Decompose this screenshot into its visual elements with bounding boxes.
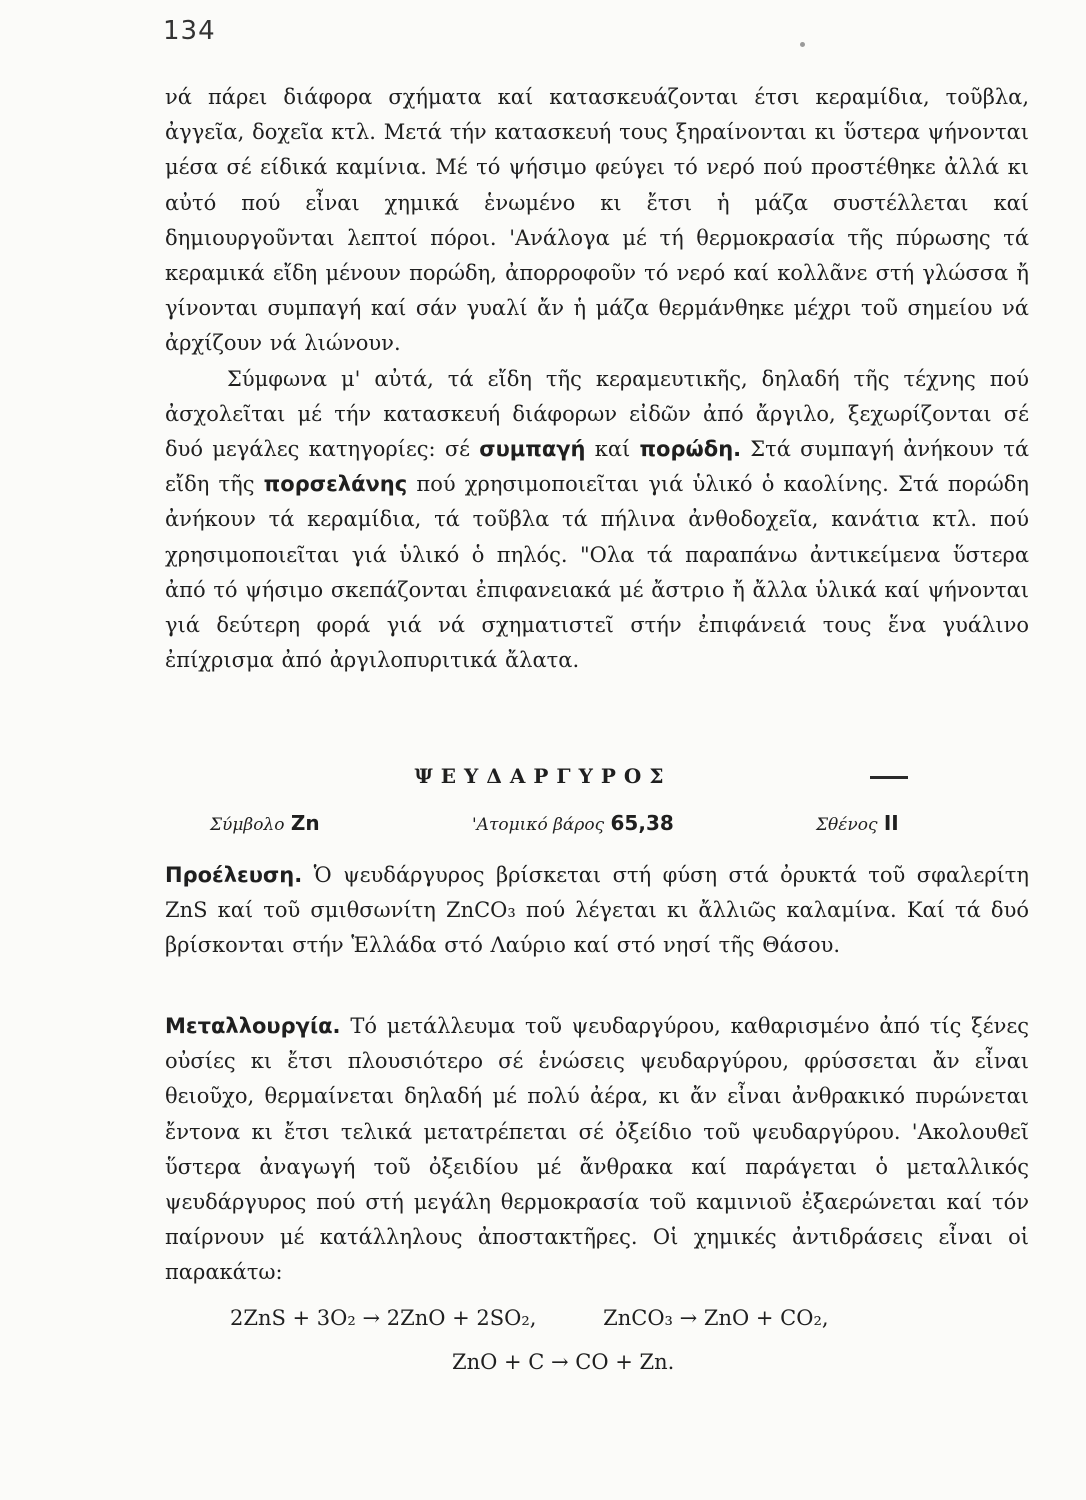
metallurgy-title: Μεταλλουργία.	[165, 1014, 341, 1038]
print-dash-mark	[870, 776, 908, 779]
term-porous: πορώδη.	[639, 437, 742, 462]
chemical-equations	[230, 1296, 1010, 1384]
para2-part4: πού χρησιμοποιεῖται γιά ὑλικό ὁ καολίνης. Στά πορώδη ἀνήκουν τά κεραμίδια, τά τοῦβλα τά πήλινα ἀνθοδοχεῖα, κανάτια κτλ. πού χρησιμοποιεῖται γιά ὑλικό ὁ πηλός. "Ολα τά παραπάνω ἀντικείμενα ὕστερα ἀπό τό ψήσιμο σκεπάζονται ἐπιφανειακά μέ ἄστριο ἤ ἄλλα ὑλικά καί ψήνονται γιά δεύτερη φορά γιά νά σχηματιστεῖ στήν ἐπιφάνειά τους ἕνα γυάλινο ἐπίχρισμα ἀπό ἀργιλοπυριτικά ἄλατα.	[165, 472, 1029, 673]
paragraph-ceramics-types	[165, 362, 1029, 679]
print-speck	[800, 42, 805, 47]
paragraph-origin	[165, 858, 1029, 964]
origin-text: Ὁ ψευδάργυρος βρίσκεται στή φύση στά ὀρυκτά τοῦ σφαλερίτη ZnS καί τοῦ σμιθσωνίτη ZnCO₃ πού λέγεται κι ἄλλιῶς καλαμίνα. Καί τά δυό βρίσκονται στήν Ἑλλάδα στό Λαύριο καί στό νησί τῆς Θάσου.	[165, 863, 1029, 958]
equation-line-2	[230, 1340, 1010, 1384]
para2-part2: καί	[585, 437, 640, 462]
page-number: 134	[163, 16, 216, 46]
equation-zinc-carbonate: ZnCO₃ → ZnO + CO₂,	[603, 1306, 829, 1330]
paragraph-ceramics-intro: νά πάρει διάφορα σχήματα καί κατασκευάζονται έτσι κεραμίδια, τοῦβλα, ἀγγεῖα, δοχεῖα κτλ. Μετά τήν κατασκευή τους ξηραίνονται κι ὕστερα ψήνονται μέσα σέ είδικά καμίνια. Μέ τό ψήσιμο φεύγει τό νερό πού προστέθηκε ἀλλά κι αὐτό πού εἶναι χημικά ἑνωμένο κι ἔτσι ἡ μάζα συστέλλεται καί δημιουργοῦνται λεπτοί πόροι. 'Ανάλογα μέ τή θερμοκρασία τῆς πύρωσης τά κεραμικά εἴδη μένουν πορώδη, ἀπορροφοῦν τό νερό καί κολλᾶνε στή γλώσσα ἤ γίνονται συμπαγή καί σάν γυαλί ἄν ἡ μάζα θερμάνθηκε μέχρι τοῦ σημείου νά ἀρχίζουν νά λιώνουν.	[165, 85, 1029, 356]
symbol-value: Zn	[290, 811, 320, 835]
section-heading-zinc: ΨΕΥΔΑΡΓΥΡΟΣ	[414, 764, 672, 788]
valence-info	[816, 811, 899, 835]
body-text-ceramics	[165, 80, 1029, 678]
para2-part1: Σύμφωνα μ' αὐτά, τά εἴδη τῆς κεραμευτικῆς, δηλαδή τῆς τέχνης πού ἀσχολεῖται μέ τήν κατασκευή διάφορων εἰδῶν ἀπό ἄργιλο, ξεχωρίζονται σέ δυό μεγάλες κατηγορίες: σέ	[165, 366, 1029, 462]
atomic-mass-label: 'Ατομικό βάρος	[472, 815, 605, 835]
atomic-mass-value: 65,38	[610, 811, 674, 835]
term-porcelain: πορσελάνης	[263, 472, 408, 497]
paragraph-metallurgy	[165, 1009, 1029, 1291]
metallurgy-text: Τό μετάλλευμα τοῦ ψευδαργύρου, καθαρισμένο ἀπό τίς ξένες οὐσίες κι ἔτσι πλουσιότερο σέ ἑνώσεις ψευδαργύρου, φρύσσεται ἄν εἶναι θειοῦχο, θερμαίνεται δηλαδή μέ πολύ ἀέρα, κι ἄν εἶναι ἀνθρακικό πυρώνεται ἔντονα κι ἔτσι τελικά μετατρέπεται σέ ὀξείδιο τοῦ ψευδαργύρου. 'Ακολουθεῖ ὕστερα ἀναγωγή τοῦ ὀξειδίου μέ ἄνθρακα καί παράγεται ὁ μεταλλικός ψευδάργυρος πού στή μεγάλη θερμοκρασία τοῦ καμινιοῦ ἐξαερώνεται καί τόν παίρνουν μέ κατάλληλους ἀποστακτῆρες. Οἱ χημικές ἀντιδράσεις εἶναι οἱ παρακάτω:	[165, 1014, 1029, 1285]
equation-zinc-sulfide: 2ZnS + 3O₂ → 2ZnO + 2SO₂,	[230, 1306, 537, 1330]
valence-label: Σθένος	[816, 815, 878, 835]
symbol-info	[210, 811, 320, 835]
origin-title: Προέλευση.	[165, 863, 303, 887]
element-properties	[210, 811, 990, 843]
equation-zinc-oxide-reduction: ZnO + C → CO + Zn.	[452, 1350, 675, 1374]
equation-line-1	[230, 1296, 1010, 1340]
term-compact: συμπαγή	[479, 437, 586, 462]
valence-value: II	[883, 811, 899, 835]
atomic-mass-info	[472, 811, 674, 835]
para2-part3: Στά συμπαγή ἀνήκουν τά εἴδη τῆς	[165, 437, 1030, 497]
symbol-label: Σύμβολο	[210, 815, 285, 835]
